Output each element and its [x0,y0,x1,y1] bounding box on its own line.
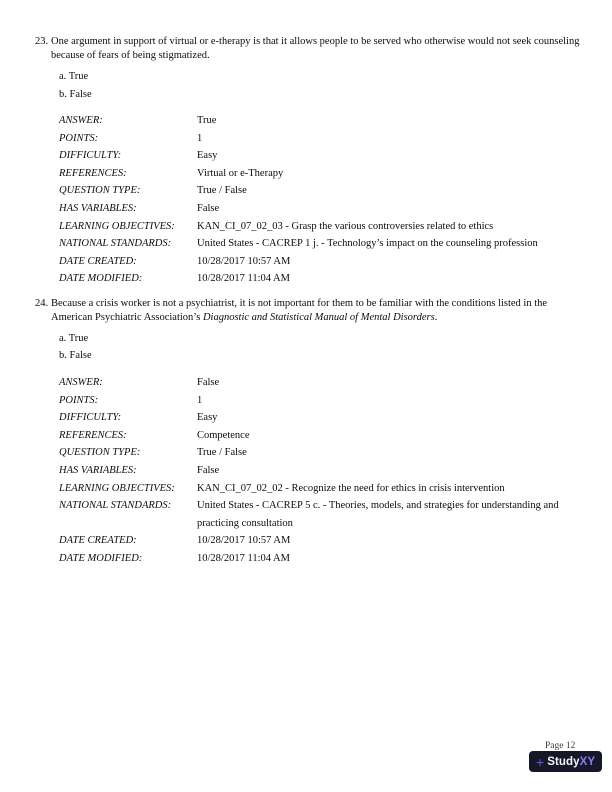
question-number: 24. [35,297,49,309]
meta-label: NATIONAL STANDARDS: [59,500,172,512]
question-24 [0,297,612,568]
meta-label: LEARNING OBJECTIVES: [59,220,175,232]
meta-label: ANSWER: [59,376,103,388]
meta-value: False [197,202,220,214]
meta-row-national-standards [59,497,612,532]
meta-row-question-type [59,182,612,200]
meta-value: 10/28/2017 11:04 AM [197,273,290,285]
meta-row-national-standards [59,235,612,253]
meta-value: 1 [197,132,203,144]
meta-label: DATE CREATED: [59,255,137,267]
meta-label: HAS VARIABLES: [59,202,137,214]
meta-value: True / False [197,447,247,459]
question-text [51,298,547,323]
meta-label: REFERENCES: [59,167,127,179]
page-number-label: Page 12 [545,741,576,751]
meta-label: POINTS: [59,132,99,144]
option-b: b. False [59,88,92,100]
meta-row-date-created [59,532,612,550]
meta-row-date-modified [59,270,612,288]
meta-value: 1 [197,394,203,406]
question-text [51,36,579,61]
meta-row-has-variables [59,462,612,480]
question-text-row [0,35,612,63]
meta-row-references [59,165,612,183]
question-number: 23. [35,36,49,47]
meta-label: QUESTION TYPE: [59,447,141,459]
meta-row-learning-objectives [59,218,612,236]
meta-value: False [197,464,220,476]
question-text-main: One argument in support of virtual or e-therapy is that it allows people to be served who otherwise would not seek counseling because of fears of being stigmatized. [51,36,580,61]
question-text-main: Because a crisis worker is not a psychiatrist, it is not important for them to be familiar with the conditions listed in the American Psychiatric Association’s [51,297,548,323]
question-23 [0,35,612,288]
meta-label: NATIONAL STANDARDS: [59,238,172,250]
question-metadata [59,112,612,288]
meta-label: DIFFICULTY: [59,412,122,424]
meta-value: True / False [197,185,247,197]
meta-row-difficulty [59,409,612,427]
meta-label: REFERENCES: [59,429,127,441]
question-text-row [0,297,612,325]
answer-options [59,330,612,365]
meta-row-answer [59,374,612,392]
answer-options [59,68,612,103]
question-metadata [59,374,612,568]
meta-value: Easy [197,412,218,424]
meta-label: LEARNING OBJECTIVES: [59,482,175,494]
meta-label: QUESTION TYPE: [59,185,141,197]
option-a: a. True [59,71,89,82]
option-b: b. False [59,350,92,362]
brand-wordmark [547,756,595,768]
meta-row-date-modified [59,550,612,568]
meta-label: DATE MODIFIED: [59,273,143,285]
meta-row-answer [59,112,612,130]
meta-value: True [197,115,217,126]
meta-row-points [59,130,612,148]
meta-value: United States - CACREP 5 c. - Theories, models, and strategies for understanding and practicing consultation [197,500,559,529]
meta-row-learning-objectives [59,480,612,498]
meta-value: Easy [197,150,218,162]
meta-row-references [59,427,612,445]
meta-row-difficulty [59,147,612,165]
meta-value: 10/28/2017 10:57 AM [197,255,291,267]
question-text-italic: Diagnostic and Statistical Manual of Mental Disorders [202,311,435,323]
meta-label: DIFFICULTY: [59,150,122,162]
brand-name: Study [547,755,580,768]
meta-label: HAS VARIABLES: [59,464,137,476]
plus-icon: + [536,753,545,770]
meta-value: United States - CACREP 1 j. - Technology’s impact on the counseling profession [197,238,538,250]
meta-row-points [59,392,612,410]
brand-name-accent: XY [579,755,596,768]
meta-value: Competence [197,429,250,441]
meta-value: 10/28/2017 10:57 AM [197,535,291,547]
question-text-suffix: . [434,311,438,323]
meta-row-has-variables [59,200,612,218]
meta-value: KAN_CI_07_02_02 - Recognize the need for ethics in crisis intervention [197,482,505,494]
meta-label: ANSWER: [59,115,103,126]
meta-value: Virtual or e-Therapy [197,167,284,179]
meta-row-question-type [59,444,612,462]
meta-value: 10/28/2017 11:04 AM [197,552,290,564]
option-a: a. True [59,332,89,344]
meta-value: KAN_CI_07_02_03 - Grasp the various controversies related to ethics [197,220,494,232]
meta-label: DATE MODIFIED: [59,552,143,564]
meta-value: False [197,376,220,388]
meta-row-date-created [59,253,612,271]
studyxy-badge[interactable] [529,751,602,772]
meta-label: DATE CREATED: [59,535,137,547]
meta-label: POINTS: [59,394,99,406]
